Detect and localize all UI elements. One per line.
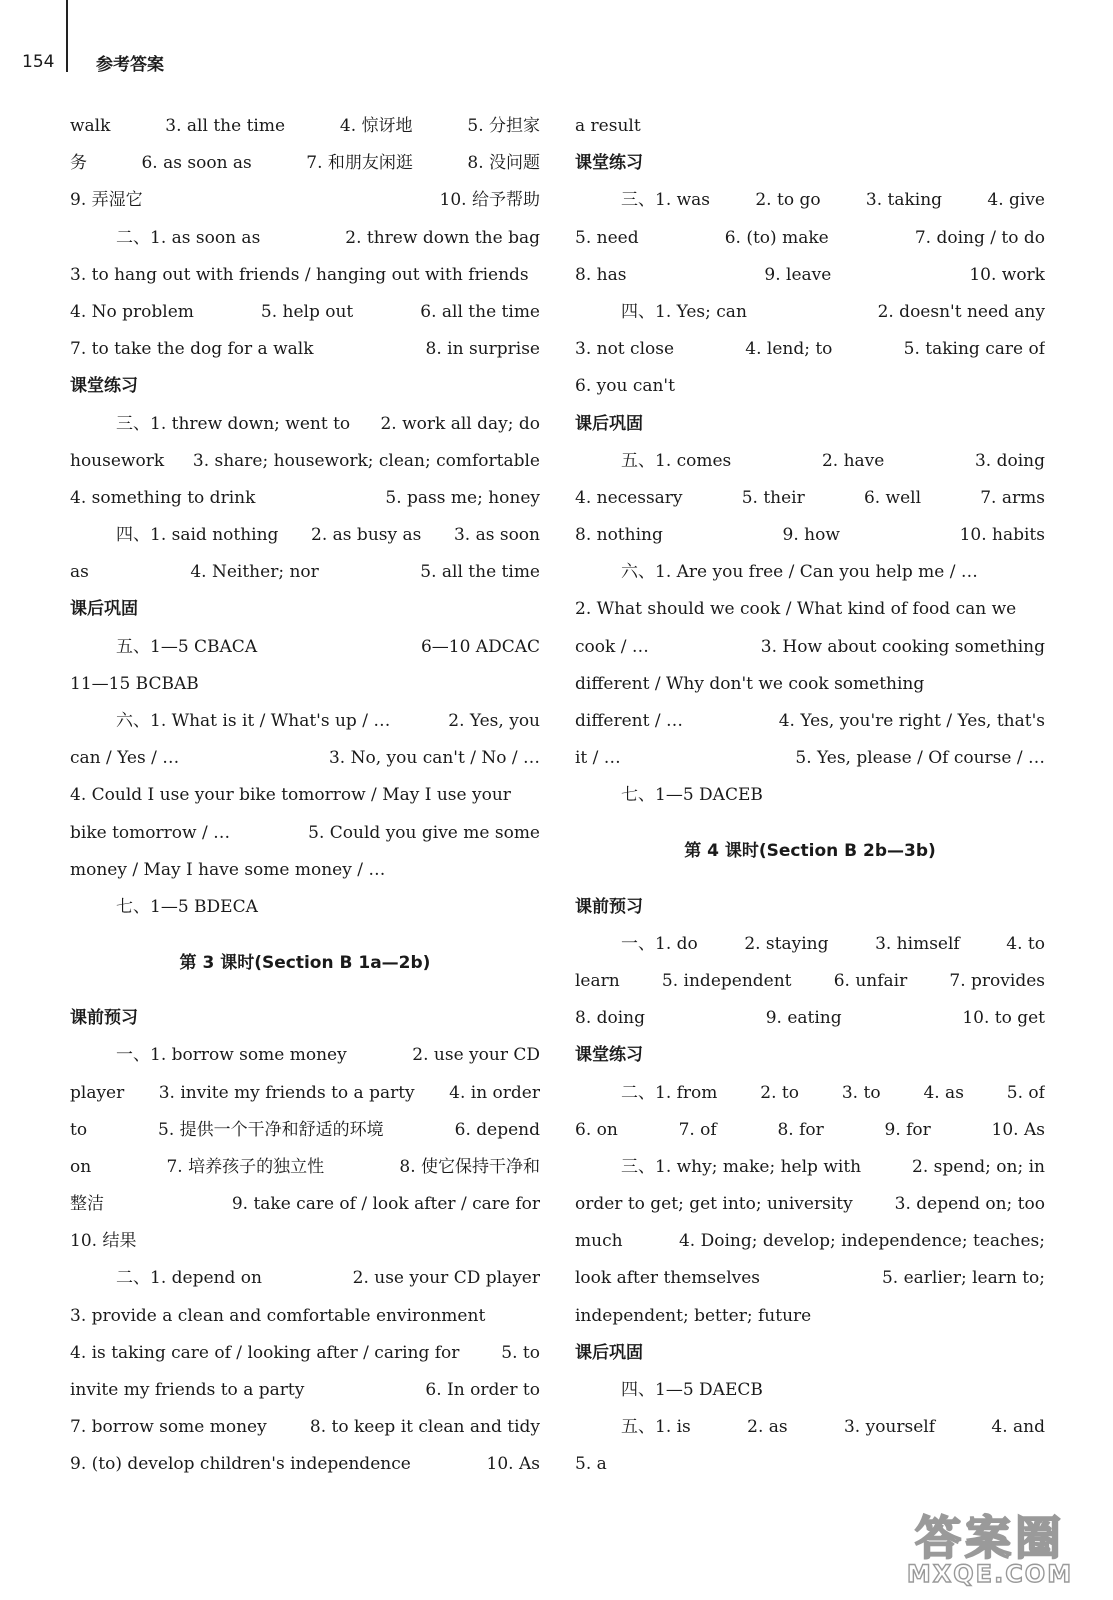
answer-line bbox=[70, 1372, 540, 1409]
answer-item: 4. and bbox=[991, 1417, 1045, 1438]
answer-item: 整洁 bbox=[70, 1194, 104, 1215]
answer-item: 4. necessary bbox=[575, 487, 683, 508]
answer-item: 6. unfair bbox=[833, 970, 908, 991]
answer-item: 4. something to drink bbox=[70, 487, 256, 508]
answer-item: 六、1. Are you free / Can you help me / … bbox=[621, 562, 978, 583]
answer-line bbox=[575, 294, 1045, 331]
answer-item: 8. for bbox=[777, 1119, 824, 1140]
section-heading: 课前预习 bbox=[70, 1008, 138, 1029]
answer-line bbox=[575, 182, 1045, 219]
answer-line bbox=[575, 1186, 1045, 1223]
answer-item: 务 bbox=[70, 153, 87, 174]
answer-line bbox=[70, 294, 540, 331]
answer-item: it / … bbox=[575, 748, 621, 769]
left-column bbox=[70, 108, 540, 1484]
answer-item: 10. work bbox=[969, 264, 1045, 285]
answer-item: independent; better; future bbox=[575, 1305, 812, 1326]
answer-item: 9. how bbox=[782, 525, 840, 546]
answer-line bbox=[70, 1186, 540, 1223]
answer-item: 3. taking bbox=[865, 190, 943, 211]
page-title: 参考答案 bbox=[96, 55, 164, 75]
answer-item: 6. as soon as bbox=[141, 153, 252, 174]
answer-line bbox=[70, 740, 540, 777]
answer-line bbox=[575, 629, 1045, 666]
answer-item: 2. spend; on; in bbox=[912, 1156, 1045, 1177]
answer-item: 3. share; housework; clean; comfortable bbox=[192, 450, 540, 471]
answer-line bbox=[70, 182, 540, 219]
answer-item: 3. all the time bbox=[165, 116, 286, 136]
answer-line bbox=[70, 1446, 540, 1483]
answer-item: 2. have bbox=[821, 450, 885, 471]
answer-line bbox=[575, 443, 1045, 480]
answer-item: 5. of bbox=[1006, 1082, 1045, 1103]
answer-item: 5. their bbox=[741, 487, 805, 508]
answer-item: 4. give bbox=[987, 190, 1045, 211]
answer-line bbox=[70, 257, 540, 294]
answer-item: different / Why don't we cook something bbox=[575, 673, 925, 694]
answer-item: 四、1. said nothing bbox=[116, 525, 279, 546]
section-heading: 课前预习 bbox=[575, 896, 643, 917]
answer-line bbox=[575, 108, 1045, 145]
answer-item: 七、1—5 BDECA bbox=[116, 896, 258, 917]
answer-item: housework bbox=[70, 450, 165, 471]
answer-item: 5. Could you give me some bbox=[308, 822, 540, 843]
answer-item: 五、1—5 CBACA bbox=[116, 636, 258, 657]
answer-line bbox=[575, 220, 1045, 257]
answer-item: 5. to bbox=[501, 1342, 540, 1363]
answer-item: 3. No, you can't / No / … bbox=[328, 748, 540, 769]
answer-item: 7. provides bbox=[949, 970, 1045, 991]
answer-item: 3. invite my friends to a party bbox=[158, 1082, 415, 1103]
answer-item: look after themselves bbox=[575, 1268, 761, 1289]
answer-item: 2. as bbox=[747, 1417, 788, 1438]
answer-item: 2. What should we cook / What kind of food can we bbox=[575, 599, 1017, 620]
answer-line bbox=[575, 1409, 1045, 1446]
answer-line bbox=[575, 1260, 1045, 1297]
section-heading: 课堂练习 bbox=[575, 1045, 643, 1066]
answer-line bbox=[70, 443, 540, 480]
answer-item: 5. independent bbox=[661, 970, 792, 991]
answer-line bbox=[70, 108, 540, 145]
answer-item: bike tomorrow / … bbox=[70, 822, 231, 843]
answer-line bbox=[575, 1298, 1045, 1335]
answer-item: 11—15 BCBAB bbox=[70, 673, 199, 694]
answer-item: 3. yourself bbox=[843, 1417, 936, 1438]
answer-item: 6. depend bbox=[454, 1119, 540, 1140]
answer-item: 7. arms bbox=[980, 487, 1045, 508]
answer-item: 5. all the time bbox=[420, 562, 540, 583]
answer-line bbox=[70, 331, 540, 368]
answer-item: player bbox=[70, 1082, 125, 1103]
answer-item: 4. No problem bbox=[70, 301, 194, 322]
answer-line bbox=[70, 703, 540, 740]
answer-item: 6. on bbox=[575, 1119, 618, 1140]
page-header bbox=[0, 0, 1113, 90]
answer-line bbox=[70, 815, 540, 852]
answer-line bbox=[575, 1000, 1045, 1037]
answer-item: 4. 惊讶地 bbox=[339, 116, 413, 136]
answer-item: 8. 没问题 bbox=[467, 153, 540, 174]
answer-item: 3. himself bbox=[875, 933, 960, 954]
answer-item: 10. to get bbox=[962, 1008, 1045, 1029]
right-column bbox=[575, 108, 1045, 1484]
answer-line bbox=[70, 1149, 540, 1186]
answer-item: 5. 提供一个干净和舒适的环境 bbox=[158, 1119, 384, 1140]
answer-line bbox=[70, 852, 540, 889]
answer-line bbox=[70, 517, 540, 554]
answer-line bbox=[575, 666, 1045, 703]
answer-item: 8. nothing bbox=[575, 525, 663, 546]
lesson-heading: 第 3 课时(Section B 1a—2b) bbox=[179, 952, 431, 973]
answer-line bbox=[70, 480, 540, 517]
answer-item: 6—10 ADCAC bbox=[420, 636, 540, 657]
answer-line bbox=[575, 1446, 1045, 1483]
answer-item: 2. work all day; do bbox=[380, 413, 540, 434]
answer-item: 2. use your CD player bbox=[352, 1268, 540, 1289]
answer-line bbox=[70, 777, 540, 814]
answer-item: 10. habits bbox=[959, 525, 1045, 546]
answer-item: 10. 结果 bbox=[70, 1231, 137, 1252]
answer-item: 二、1. depend on bbox=[116, 1268, 262, 1289]
section-heading: 课后巩固 bbox=[575, 413, 643, 434]
answer-item: 9. eating bbox=[765, 1008, 842, 1029]
answer-line bbox=[575, 1112, 1045, 1149]
answer-item: 三、1. was bbox=[621, 190, 711, 211]
answer-item: 5. earlier; learn to; bbox=[881, 1268, 1045, 1289]
answer-item: 6. all the time bbox=[420, 301, 540, 322]
answer-item: 三、1. why; make; help with bbox=[621, 1156, 862, 1177]
answer-item: a result bbox=[575, 116, 641, 136]
answer-item: 2. Yes, you bbox=[448, 711, 540, 731]
answer-item: 4. Yes, you're right / Yes, that's bbox=[778, 711, 1045, 731]
answer-line bbox=[70, 145, 540, 182]
answer-item: 一、1. borrow some money bbox=[116, 1045, 347, 1066]
answer-item: cook / … bbox=[575, 636, 649, 657]
answer-item: 2. staying bbox=[744, 933, 829, 954]
answer-item: 4. Neither; nor bbox=[190, 562, 319, 583]
answer-line bbox=[575, 1223, 1045, 1260]
answer-item: 4. lend; to bbox=[745, 339, 833, 360]
answer-item: 8. doing bbox=[575, 1008, 646, 1029]
answer-item: 5. help out bbox=[260, 301, 354, 322]
watermark-url: MXQE.COM bbox=[906, 1560, 1074, 1588]
answer-line bbox=[575, 368, 1045, 405]
answer-line bbox=[70, 1260, 540, 1297]
answer-item: walk bbox=[70, 116, 111, 136]
lesson-heading: 第 4 课时(Section B 2b—3b) bbox=[684, 840, 936, 861]
answer-line bbox=[70, 629, 540, 666]
answer-item: 9. leave bbox=[764, 264, 832, 285]
answer-line bbox=[70, 1223, 540, 1260]
answer-item: 5. pass me; honey bbox=[385, 487, 540, 508]
answer-item: 9. 弄湿它 bbox=[70, 190, 143, 211]
answer-line bbox=[575, 926, 1045, 963]
answer-item: 五、1. is bbox=[621, 1417, 691, 1438]
answer-item: invite my friends to a party bbox=[70, 1380, 305, 1400]
answer-item: on bbox=[70, 1156, 92, 1177]
answer-line bbox=[70, 889, 540, 926]
answer-item: 4. is taking care of / looking after / caring for bbox=[70, 1342, 460, 1363]
answer-item: 2. as busy as bbox=[311, 525, 422, 546]
answer-item: 5. taking care of bbox=[903, 339, 1045, 360]
answer-item: 4. in order bbox=[449, 1082, 540, 1103]
answer-line bbox=[575, 1149, 1045, 1186]
answer-item: 6. (to) make bbox=[724, 227, 829, 248]
answer-item: 10. As bbox=[486, 1454, 540, 1475]
answer-line bbox=[70, 666, 540, 703]
answer-line bbox=[575, 703, 1045, 740]
answer-item: 2. use your CD bbox=[412, 1045, 540, 1066]
answer-item: 8. has bbox=[575, 264, 627, 285]
answer-line bbox=[575, 480, 1045, 517]
answer-item: 8. to keep it clean and tidy bbox=[309, 1417, 540, 1438]
answer-line bbox=[70, 220, 540, 257]
answer-item: money / May I have some money / … bbox=[70, 859, 386, 880]
answer-item: 10. As bbox=[991, 1119, 1045, 1140]
answer-item: order to get; get into; university bbox=[575, 1194, 853, 1215]
answer-item: 7. to take the dog for a walk bbox=[70, 339, 314, 360]
answer-item: 2. doesn't need any bbox=[877, 301, 1045, 322]
answer-item: 四、1—5 DAECB bbox=[621, 1380, 763, 1400]
answer-line bbox=[575, 1372, 1045, 1409]
answer-item: 2. to go bbox=[755, 190, 821, 211]
answer-line bbox=[575, 1075, 1045, 1112]
answer-item: 3. to hang out with friends / hanging out with friends bbox=[70, 264, 529, 285]
answer-line bbox=[575, 517, 1045, 554]
section-heading: 课后巩固 bbox=[575, 1342, 643, 1363]
answer-item: as bbox=[70, 562, 89, 583]
answer-item: 10. 给予帮助 bbox=[439, 190, 540, 211]
answer-item: 7. of bbox=[678, 1119, 717, 1140]
answer-line bbox=[575, 777, 1045, 814]
answer-line bbox=[575, 554, 1045, 591]
watermark-title: 答案圈 bbox=[915, 1511, 1065, 1565]
answer-item: 3. not close bbox=[575, 339, 675, 360]
answer-item: 7. 培养孩子的独立性 bbox=[166, 1156, 325, 1177]
answer-item: 二、1. from bbox=[621, 1082, 718, 1103]
answer-item: 4. as bbox=[923, 1082, 964, 1103]
answer-item: 5. 分担家 bbox=[467, 116, 540, 136]
answer-item: 4. Could I use your bike tomorrow / May I use your bbox=[70, 785, 511, 806]
page-number: 154 bbox=[22, 52, 55, 72]
answer-line bbox=[575, 591, 1045, 628]
section-heading: 课堂练习 bbox=[70, 376, 138, 397]
answer-item: 6. well bbox=[863, 487, 922, 508]
answer-item: 9. for bbox=[884, 1119, 931, 1140]
answer-item: 四、1. Yes; can bbox=[621, 301, 747, 322]
answer-item: 3. depend on; too bbox=[894, 1194, 1045, 1215]
answer-item: 2. threw down the bag bbox=[345, 227, 540, 248]
answer-item: can / Yes / … bbox=[70, 748, 180, 769]
answer-item: 3. to bbox=[841, 1082, 881, 1103]
answer-item: 4. to bbox=[1006, 933, 1045, 954]
answer-item: 5. Yes, please / Of course / … bbox=[795, 748, 1045, 769]
answer-item: 2. to bbox=[760, 1082, 799, 1103]
answer-line bbox=[575, 331, 1045, 368]
answer-item: 5. need bbox=[575, 227, 639, 248]
answer-line bbox=[70, 1298, 540, 1335]
answer-item: 7. 和朋友闲逛 bbox=[306, 153, 413, 174]
answer-line bbox=[70, 554, 540, 591]
answer-item: 7. borrow some money bbox=[70, 1417, 267, 1438]
answer-item: to bbox=[70, 1119, 88, 1140]
answer-line bbox=[575, 963, 1045, 1000]
answer-item: 6. In order to bbox=[425, 1380, 540, 1400]
answer-item: 六、1. What is it / What's up / … bbox=[116, 711, 391, 731]
answer-item: 3. How about cooking something bbox=[760, 636, 1045, 657]
answer-item: learn bbox=[575, 970, 620, 991]
answer-line bbox=[70, 1335, 540, 1372]
answer-item: different / … bbox=[575, 711, 683, 731]
answer-line bbox=[575, 257, 1045, 294]
answer-item: 3. provide a clean and comfortable environment bbox=[70, 1305, 486, 1326]
answer-line bbox=[575, 740, 1045, 777]
answer-item: much bbox=[575, 1231, 623, 1252]
answer-item: 8. 使它保持干净和 bbox=[399, 1156, 540, 1177]
answer-item: 二、1. as soon as bbox=[116, 227, 261, 248]
answer-item: 一、1. do bbox=[621, 933, 698, 954]
section-heading: 课堂练习 bbox=[575, 153, 643, 174]
answer-line bbox=[70, 1112, 540, 1149]
section-heading: 课后巩固 bbox=[70, 599, 138, 620]
answer-item: 4. Doing; develop; independence; teaches; bbox=[678, 1231, 1045, 1252]
answer-item: 6. you can't bbox=[575, 376, 675, 397]
header-divider bbox=[66, 0, 68, 72]
answer-item: 三、1. threw down; went to bbox=[116, 413, 351, 434]
answer-item: 9. (to) develop children's independence bbox=[70, 1454, 411, 1475]
answer-item: 9. take care of / look after / care for bbox=[231, 1194, 540, 1215]
answer-line bbox=[70, 1037, 540, 1074]
answer-item: 3. as soon bbox=[453, 525, 540, 546]
watermark-logo bbox=[885, 1502, 1095, 1594]
answer-line bbox=[70, 1075, 540, 1112]
answer-item: 5. a bbox=[575, 1454, 607, 1475]
answer-item: 8. in surprise bbox=[425, 339, 540, 360]
answer-item: 七、1—5 DACEB bbox=[621, 785, 763, 806]
answer-item: 3. doing bbox=[974, 450, 1045, 471]
answer-line bbox=[70, 1409, 540, 1446]
answer-line bbox=[70, 406, 540, 443]
answer-item: 7. doing / to do bbox=[914, 227, 1045, 248]
answer-item: 五、1. comes bbox=[621, 450, 732, 471]
